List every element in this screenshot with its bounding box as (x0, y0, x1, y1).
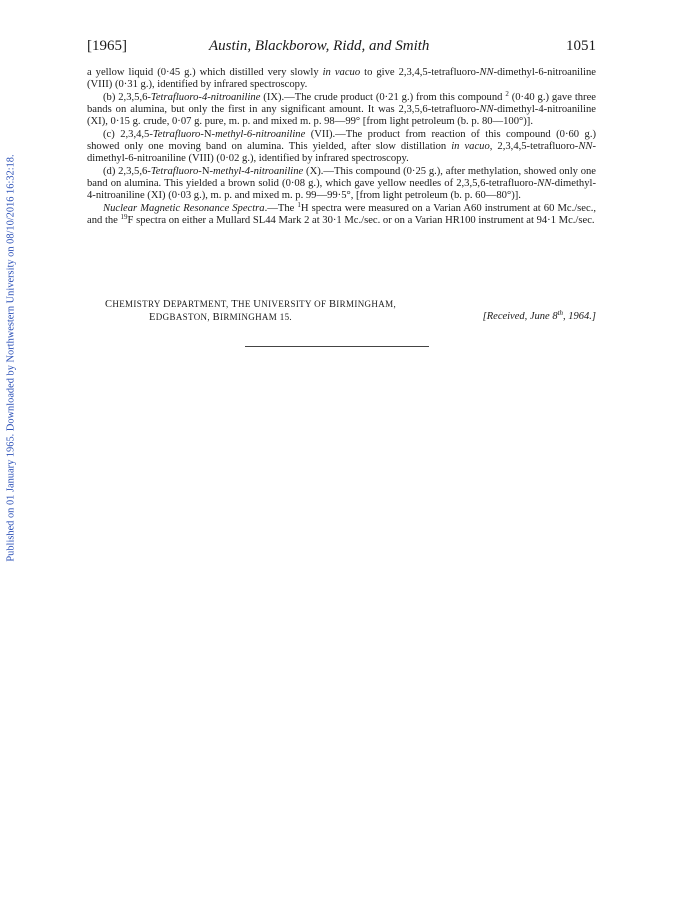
institution-line: CHEMISTRY DEPARTMENT, THE UNIVERSITY OF BIRMINGHAM, (105, 299, 397, 310)
paragraph-c: (c) 2,3,4,5-Tetrafluoro-N-methyl-6-nitroaniline (VII).—The product from reaction of this compound (0·60 g.) showed only one moving band on alumina. This yielded, after slow distillation in vacuo, 2,3,4,5-tetrafluoro-NN-dimethyl-6-nitroaniline (VIII) (0·02 g.), identified by infrared spectroscopy. (87, 128, 596, 165)
header-page-number: 1051 (566, 38, 596, 54)
download-watermark (4, 142, 18, 574)
section-title: Nuclear Magnetic Resonance Spectra (103, 202, 265, 214)
paragraph-nmr: Nuclear Magnetic Resonance Spectra.—The $^1$H spectra were measured on a Varian A60 instrument at 60 Mc./sec., and the $^{19}$F spectra on either a Mullard SL44 Mark 2 at 30·1 Mc./sec. or on a Varian HR100 instrument at 94·1 Mc./sec. (87, 200, 596, 227)
received-date: [Received, June 8th, 1964.] (482, 309, 596, 322)
affiliation-footer (87, 299, 596, 327)
header-year: [1965] (87, 38, 127, 54)
download-watermark-text[interactable]: Published on 01 January 1965. Downloaded by Northwestern University on 08/10/2016 16:32:18. (5, 154, 17, 562)
reference-superscript: 2 (505, 89, 509, 98)
header-authors: Austin, Blackborow, Ridd, and Smith (209, 38, 430, 54)
paragraph-continuation: a yellow liquid (0·45 g.) which distilled very slowly in vacuo to give 2,3,4,5-tetrafluoro-NN-dimethyl-6-nitroaniline (VIII) (0·31 g.), identified by infrared spectroscopy. (87, 67, 596, 91)
end-rule (245, 346, 429, 347)
paragraph-b: (b) 2,3,5,6-Tetrafluoro-4-nitroaniline (IX).—The crude product (0·21 g.) from this compound $^2$ (0·40 g.) gave three bands on alumina, but only the first in any significant amount. It was 2,3,5,6-tetrafluoro-NN-dimethyl-4-nitroaniline (XI), 0·15 g. crude, 0·07 g. pure, m. p. and mixed m. p. 98—99° [from light petroleum (b. p. 80—100°)]. (87, 89, 596, 128)
article-body (87, 67, 596, 227)
city-line: EDGBASTON, BIRMINGHAM 15. (149, 312, 293, 323)
running-header (87, 38, 596, 56)
paragraph-d: (d) 2,3,5,6-Tetrafluoro-N-methyl-4-nitroaniline (X).—This compound (0·25 g.), after methylation, showed only one band on alumina. This yielded a brown solid (0·08 g.), which gave yellow needles of 2,3,5,6-tetrafluoro-NN-dimethyl-4-nitroaniline (XI) (0·03 g.), m. p. and mixed m. p. 99—99·5°, [from light petroleum (b. p. 60—80°)]. (87, 165, 597, 202)
